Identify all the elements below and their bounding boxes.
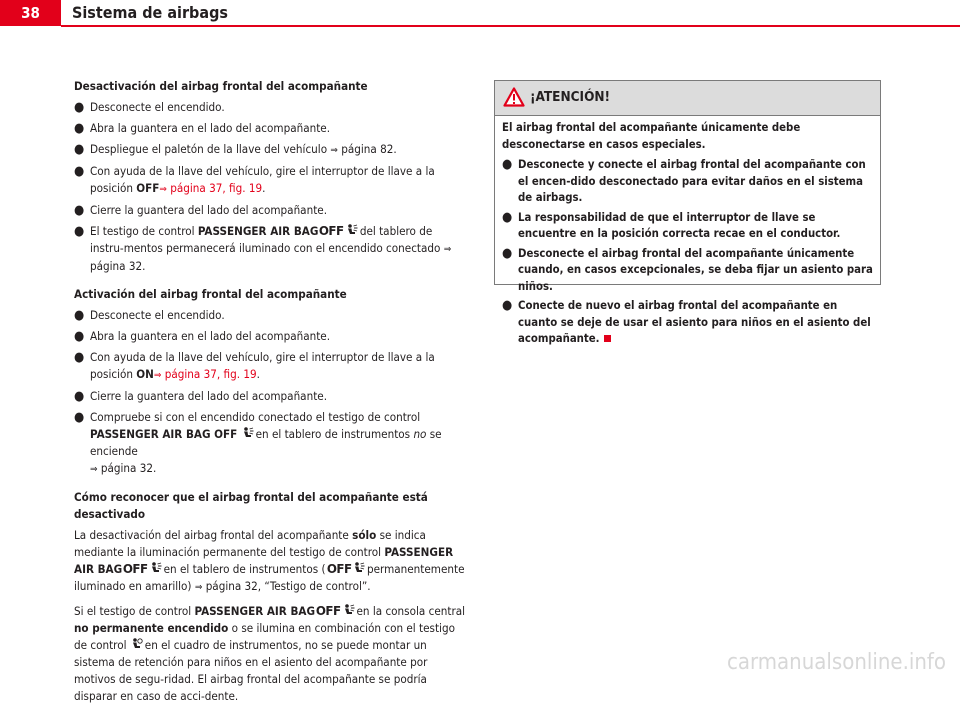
deactivation-heading: Desactivación del airbag frontal del acompañante bbox=[74, 79, 368, 93]
bullet-icon: ● bbox=[74, 329, 85, 344]
warning-title: ¡ATENCIÓN! bbox=[530, 89, 611, 105]
list-item: ● El testigo de control PASSENGER AIR BAGOFF del tablero de instru-mentos permanecerá iluminado con el encendido conectado ⇒ página 32. bbox=[74, 224, 452, 273]
list-item: ● Cierre la guantera del lado del acompañante. bbox=[74, 203, 328, 218]
warning-lamp-label: PASSENGER AIR BAG bbox=[74, 545, 454, 576]
bullet-icon: ● bbox=[74, 389, 85, 404]
left-column bbox=[74, 78, 466, 712]
arrow-icon: ⇒ bbox=[153, 370, 162, 381]
warning-item: ● Desconecte el airbag frontal del acompañante únicamente cuando, en casos excepcionales, se deba fijar un asiento para niños. bbox=[502, 245, 873, 293]
arrow-icon: ⇒ bbox=[90, 464, 98, 475]
bullet-icon: ● bbox=[74, 308, 85, 323]
list-item: ● Abra la guantera en el lado del acompañante. bbox=[74, 121, 331, 136]
page-number: 38 bbox=[0, 0, 61, 26]
bullet-icon: ● bbox=[74, 410, 85, 425]
list-item: ● Desconecte el encendido. bbox=[74, 100, 225, 115]
page-title: Sistema de airbags bbox=[72, 3, 228, 22]
bullet-icon: ● bbox=[74, 203, 85, 218]
warning-item: ● La responsabilidad de que el interruptor de llave se encuentre en la posición correcta recae en el conductor. bbox=[502, 209, 841, 240]
list-item: ● Desconecte el encendido. bbox=[74, 308, 225, 323]
passenger-airbag-icon bbox=[241, 427, 254, 439]
page-reference[interactable]: página 82. bbox=[341, 142, 397, 156]
warning-item: ● Desconecte y conecte el airbag frontal del acompañante con el encen-dido desconectado para evitar daños en el sistema de airbags. bbox=[502, 157, 866, 204]
airbag-warning-icon bbox=[130, 638, 143, 650]
arrow-icon: ⇒ bbox=[443, 244, 452, 255]
paragraph: Si el testigo de control PASSENGER AIR BAGOFF en la consola central no permanente encendido o se ilumina en combinación con el testigo de control en el cuadro de instrumentos, no se puede montar un sistema de retención para niños en el asiento del acompañante por motivos de segu-ridad. El airbag frontal del acompañante se podría disparar en caso de acci-dente. bbox=[74, 604, 466, 703]
airbag-off-icon: OFF bbox=[315, 604, 341, 618]
list-item: ● Con ayuda de la llave del vehículo, gire el interruptor de llave a la posición ON⇒ página 37, fig. 19. bbox=[74, 350, 435, 381]
bullet-icon: ● bbox=[74, 121, 85, 136]
warning-lamp-label: PASSENGER AIR BAG bbox=[194, 604, 316, 618]
arrow-icon: ⇒ bbox=[194, 582, 203, 593]
bullet-icon: ● bbox=[74, 350, 85, 365]
warning-box bbox=[494, 80, 881, 345]
page-reference[interactable]: página 32, “Testigo de control”. bbox=[205, 579, 371, 593]
list-item: ● Compruebe si con el encendido conectado el testigo de control PASSENGER AIR BAG OFF en el tablero de instrumentos no se enciende ⇒ página 32. bbox=[74, 410, 442, 475]
airbag-off-icon: OFF bbox=[326, 562, 352, 576]
bullet-icon: ● bbox=[74, 142, 85, 157]
bullet-icon: ● bbox=[74, 224, 85, 239]
figure-link[interactable]: página 37, fig. 19 bbox=[170, 181, 263, 195]
arrow-icon: ⇒ bbox=[330, 145, 338, 156]
recognize-heading: Cómo reconocer que el airbag frontal del acompañante está desactivado bbox=[74, 490, 428, 521]
list-item: ● Abra la guantera en el lado del acompañante. bbox=[74, 329, 331, 344]
bullet-icon: ● bbox=[502, 157, 513, 172]
list-item: ● Cierre la guantera del lado del acompañante. bbox=[74, 389, 328, 404]
watermark: carmanualsonline.info bbox=[727, 650, 946, 675]
warning-item: ● Conecte de nuevo el airbag frontal del acompañante en cuanto se deje de usar el asiento para niños en el asiento del acompañante. bbox=[502, 298, 871, 345]
bullet-icon: ● bbox=[502, 298, 513, 313]
page-reference[interactable]: página 32. bbox=[100, 461, 157, 475]
position-on-label: ON bbox=[136, 367, 154, 381]
activation-heading: Activación del airbag frontal del acompañante bbox=[74, 287, 347, 301]
warning-intro: El airbag frontal del acompañante únicamente debe desconectarse en casos especiales. bbox=[502, 121, 801, 151]
warning-lamp-label: PASSENGER AIR BAG OFF bbox=[90, 427, 238, 441]
position-off-label: OFF bbox=[136, 181, 160, 195]
warning-header bbox=[495, 81, 880, 116]
bullet-icon: ● bbox=[502, 209, 513, 225]
list-item: ● Despliegue el paletón de la llave del vehículo ⇒ página 82. bbox=[74, 142, 397, 157]
end-marker-icon bbox=[604, 335, 611, 342]
list-item: ● Con ayuda de la llave del vehículo, gire el interruptor de llave a la posición OFF⇒ página 37, fig. 19. bbox=[74, 164, 435, 195]
bullet-icon: ● bbox=[74, 100, 85, 115]
warning-lamp-label: PASSENGER AIR BAG bbox=[197, 224, 319, 238]
figure-link[interactable]: página 37, fig. 19 bbox=[164, 367, 257, 381]
page-reference[interactable]: página 32. bbox=[90, 259, 146, 273]
warning-body bbox=[495, 116, 880, 348]
airbag-off-icon: OFF bbox=[319, 224, 344, 238]
paragraph: La desactivación del airbag frontal del acompañante sólo se indica mediante la iluminación permanente del testigo de control PASSENGER AIR BAGOFF en el tablero de instrumentos (OFF permanentemente iluminado en amarillo) ⇒ página 32, “Testigo de control”. bbox=[74, 528, 465, 593]
warning-triangle-icon bbox=[503, 87, 525, 107]
passenger-airbag-icon bbox=[342, 604, 355, 616]
page-header bbox=[0, 0, 960, 30]
airbag-off-icon: OFF bbox=[123, 562, 148, 576]
passenger-airbag-icon bbox=[149, 562, 162, 574]
passenger-airbag-icon bbox=[352, 562, 365, 574]
passenger-airbag-icon bbox=[345, 224, 358, 236]
bullet-icon: ● bbox=[502, 245, 513, 261]
header-divider bbox=[61, 25, 960, 27]
arrow-icon: ⇒ bbox=[159, 184, 167, 195]
bullet-icon: ● bbox=[74, 164, 85, 179]
